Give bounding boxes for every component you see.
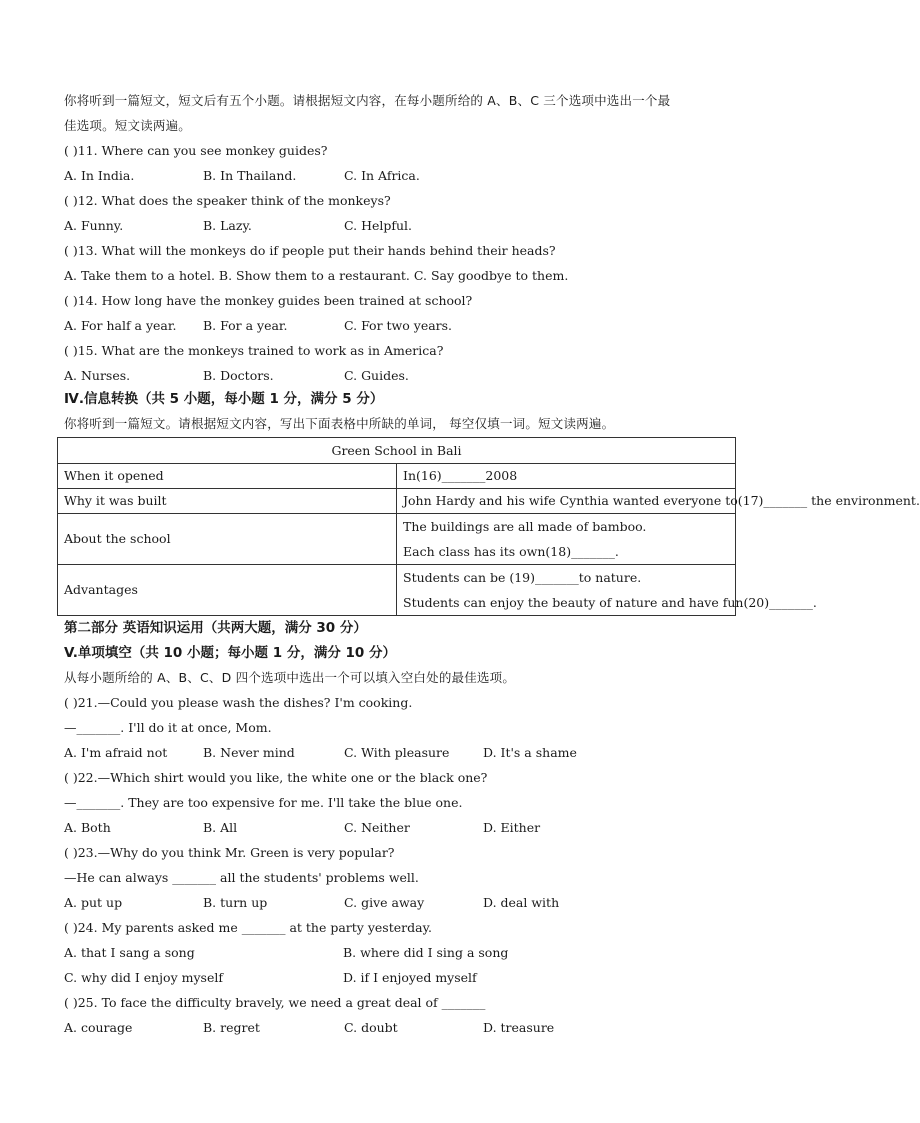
row-content[interactable]: In(16)_______2008 xyxy=(397,464,736,489)
question-24-option-d[interactable]: D. if I enjoyed myself xyxy=(343,970,477,985)
question-24-option-b[interactable]: B. where did I sing a song xyxy=(343,945,509,960)
question-21-stem: ( )21.—Could you please wash the dishes? I'm cooking. xyxy=(64,695,413,710)
question-22-reply: —_______. They are too expensive for me. I'll take the blue one. xyxy=(64,795,463,810)
question-21-reply: —_______. I'll do it at once, Mom. xyxy=(64,720,272,735)
question-22-option-b[interactable]: B. All xyxy=(203,820,238,835)
question-24-stem: ( )24. My parents asked me _______ at the party yesterday. xyxy=(64,920,432,935)
table-row xyxy=(58,565,736,616)
question-23-option-d[interactable]: D. deal with xyxy=(483,895,560,910)
info-table xyxy=(57,437,920,616)
question-23-option-b[interactable]: B. turn up xyxy=(203,895,268,910)
question-22-option-d[interactable]: D. Either xyxy=(483,820,541,835)
section-v-heading: V.单项填空（共 10 小题；每小题 1 分，满分 10 分） xyxy=(64,645,397,661)
question-14-option-b[interactable]: B. For a year. xyxy=(203,318,288,333)
row-content-line: The buildings are all made of bamboo. xyxy=(403,519,647,534)
row-label: Why it was built xyxy=(58,489,397,514)
section-v-instruction: 从每小题所给的 A、B、C、D 四个选项中选出一个可以填入空白处的最佳选项。 xyxy=(64,670,516,685)
question-14-option-a[interactable]: A. For half a year. xyxy=(64,318,177,333)
section-iv-heading: Ⅳ.信息转换（共 5 小题，每小题 1 分，满分 5 分） xyxy=(64,391,384,407)
question-11-option-c[interactable]: C. In Africa. xyxy=(344,168,420,183)
row-label: When it opened xyxy=(58,464,397,489)
section-iv-instruction: 你将听到一篇短文。请根据短文内容，写出下面表格中所缺的单词， 每空仅填一词。短文读两遍。 xyxy=(64,416,615,431)
table-row xyxy=(58,464,736,489)
question-11-option-b[interactable]: B. In Thailand. xyxy=(203,168,297,183)
row-label: About the school xyxy=(58,514,397,565)
listening-intro-line-2: 佳选项。短文读两遍。 xyxy=(64,118,192,133)
question-21-option-c[interactable]: C. With pleasure xyxy=(344,745,450,760)
question-12-option-c[interactable]: C. Helpful. xyxy=(344,218,413,233)
question-23-option-c[interactable]: C. give away xyxy=(344,895,425,910)
question-21-option-a[interactable]: A. I'm afraid not xyxy=(64,745,168,760)
row-content[interactable]: John Hardy and his wife Cynthia wanted everyone to(17)_______ the environment. xyxy=(397,489,736,514)
question-15-option-c[interactable]: C. Guides. xyxy=(344,368,409,383)
question-11-stem: ( )11. Where can you see monkey guides? xyxy=(64,143,328,158)
question-25-option-c[interactable]: C. doubt xyxy=(344,1020,398,1035)
part-two-heading: 第二部分 英语知识运用（共两大题，满分 30 分） xyxy=(64,620,367,636)
question-23-reply: —He can always _______ all the students' problems well. xyxy=(64,870,419,885)
question-12-option-a[interactable]: A. Funny. xyxy=(64,218,124,233)
question-14-option-c[interactable]: C. For two years. xyxy=(344,318,453,333)
question-21-option-b[interactable]: B. Never mind xyxy=(203,745,295,760)
question-22-option-a[interactable]: A. Both xyxy=(64,820,111,835)
question-12-stem: ( )12. What does the speaker think of the monkeys? xyxy=(64,193,391,208)
question-24-option-c[interactable]: C. why did I enjoy myself xyxy=(64,970,223,985)
question-13-options[interactable]: A. Take them to a hotel. B. Show them to a restaurant. C. Say goodbye to them. xyxy=(64,268,569,283)
question-25-option-b[interactable]: B. regret xyxy=(203,1020,260,1035)
question-25-option-a[interactable]: A. courage xyxy=(64,1020,133,1035)
table-row xyxy=(58,514,736,565)
row-content-line[interactable]: Each class has its own(18)_______. xyxy=(403,544,619,559)
question-21-option-d[interactable]: D. It's a shame xyxy=(483,745,577,760)
row-label: Advantages xyxy=(58,565,397,616)
question-15-stem: ( )15. What are the monkeys trained to work as in America? xyxy=(64,343,444,358)
row-content xyxy=(397,565,817,616)
question-13-stem: ( )13. What will the monkeys do if people put their hands behind their heads? xyxy=(64,243,556,258)
question-14-stem: ( )14. How long have the monkey guides been trained at school? xyxy=(64,293,473,308)
table-title: Green School in Bali xyxy=(58,438,736,464)
question-22-stem: ( )22.—Which shirt would you like, the white one or the black one? xyxy=(64,770,488,785)
table-row xyxy=(58,489,736,514)
question-12-option-b[interactable]: B. Lazy. xyxy=(203,218,252,233)
row-content xyxy=(397,514,736,565)
question-11-option-a[interactable]: A. In India. xyxy=(64,168,135,183)
question-25-option-d[interactable]: D. treasure xyxy=(483,1020,555,1035)
question-25-stem: ( )25. To face the difficulty bravely, we need a great deal of _______ xyxy=(64,995,486,1010)
listening-intro-line-1: 你将听到一篇短文，短文后有五个小题。请根据短文内容，在每小题所给的 A、B、C 三个选项中选出一个最 xyxy=(64,93,671,108)
question-23-stem: ( )23.—Why do you think Mr. Green is very popular? xyxy=(64,845,395,860)
question-24-option-a[interactable]: A. that I sang a song xyxy=(64,945,195,960)
question-22-option-c[interactable]: C. Neither xyxy=(344,820,410,835)
question-23-option-a[interactable]: A. put up xyxy=(64,895,123,910)
row-content-line[interactable]: Students can be (19)_______to nature. xyxy=(403,570,642,585)
question-15-option-b[interactable]: B. Doctors. xyxy=(203,368,274,383)
question-15-option-a[interactable]: A. Nurses. xyxy=(64,368,131,383)
row-content-line[interactable]: Students can enjoy the beauty of nature and have fun(20)_______. xyxy=(403,595,817,610)
